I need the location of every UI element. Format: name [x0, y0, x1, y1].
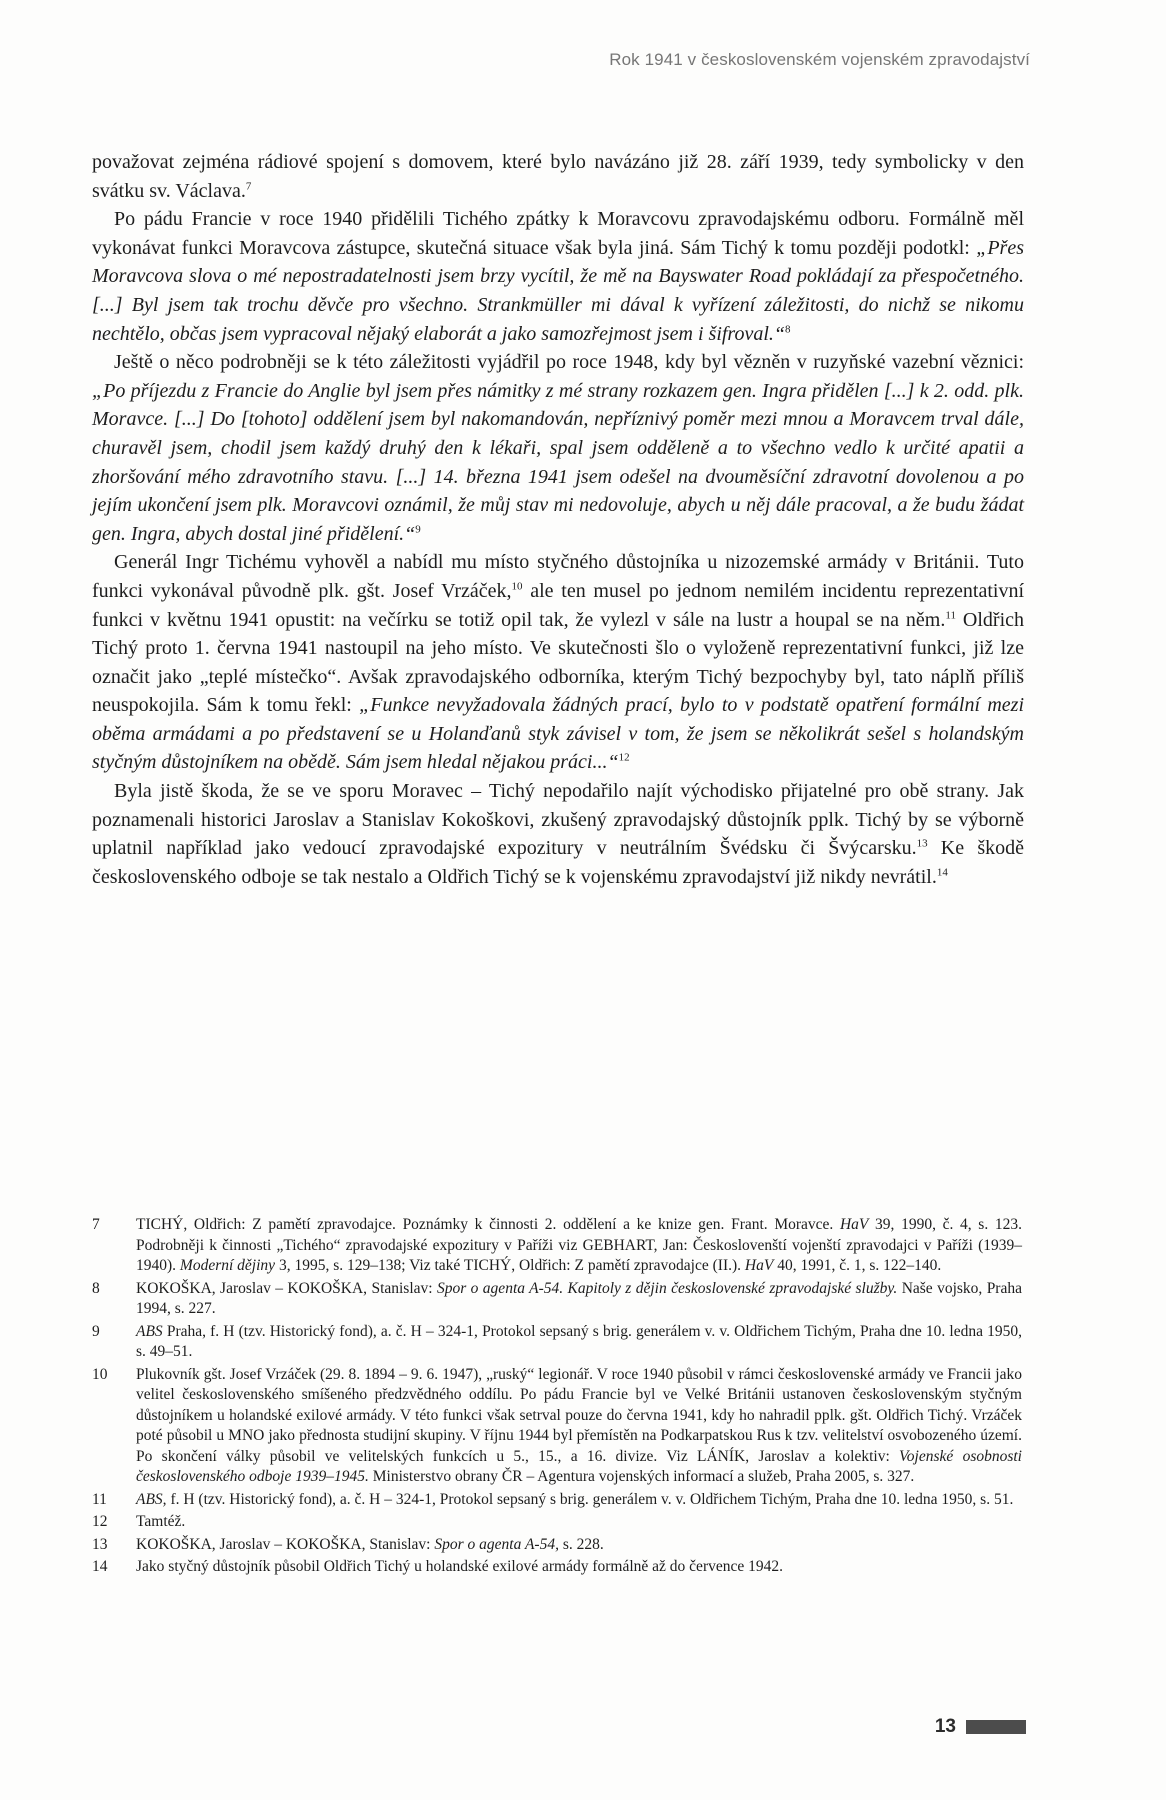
quotation: „Funkce nevyžadovala žádných prací, bylo to v podstatě opatření formální mezi oběma armádami a po představení se u Holanďanů styk závisel v tom, že jsem se několikrát sešel s holandským styčným důstojníkem na obědě. Sám jsem hledal nějakou práci...“ [92, 694, 1024, 774]
text-run: Ke škodě československého odboje se tak nestalo a Oldřich Tichý se k vojenskému zpravodajství již nikdy nevrátil. [92, 837, 1024, 888]
footnote-italic: Spor o agenta A-54, [434, 1535, 559, 1553]
footnote-italic: ABS, [136, 1490, 167, 1508]
footnote-text: KOKOŠKA, Jaroslav – KOKOŠKA, Stanislav: [136, 1535, 435, 1553]
footnote-text: KOKOŠKA, Jaroslav – KOKOŠKA, Stanislav: [136, 1279, 437, 1297]
footnote-ref[interactable]: 10 [511, 580, 523, 593]
footnote-text: Jako styčný důstojník působil Oldřich Tichý u holandské exilové armády formálně až do července 1942. [136, 1558, 783, 1575]
paragraph [92, 348, 1024, 548]
page-number: 13 [934, 1716, 956, 1737]
footnote-ref[interactable]: 8 [785, 322, 791, 335]
footnote-number: 11 [92, 1490, 107, 1508]
footnote-number: 13 [92, 1535, 108, 1553]
footnote [92, 1322, 1022, 1363]
footnote-ref[interactable]: 14 [936, 866, 948, 879]
text-run: Po pádu Francie v roce 1940 přidělili Tichého zpátky k Moravcovu zpravodajskému odboru. Formálně měl vykonávat funkci Moravcova zástupce, skutečná situace však byla jiná. Sám Tichý k tomu později podotkl: [92, 208, 1024, 259]
text-run: Ještě o něco podrobněji se k této záležitosti vyjádřil po roce 1948, kdy byl vězněn v ruzyňské vazební věznici: [114, 351, 1024, 374]
footnote-text: 39, 1990, č. 4, s. 123. Podrobněji k činnosti „Tichého“ zpravodajské expozitury v Paříži viz GEBHART, Jan: Českoslovenští vojenští zpravodajci v Paříži (1939–1940). [136, 1216, 1022, 1274]
footnote-text: Praha, f. H (tzv. Historický fond), a. č. H – 324-1, Protokol sepsaný s brig. generálem v. v. Oldřichem Tichým, Praha dne 10. ledna 1950, s. 49–51. [136, 1322, 1022, 1360]
footnote-text: 3, 1995, s. 129–138; Viz také TICHÝ, Oldřich: Z pamětí zpravodajce (II.). [275, 1257, 745, 1274]
footnote-ref[interactable]: 13 [916, 837, 928, 850]
text-run: považovat zejména rádiové spojení s domovem, které bylo navázáno již 28. září 1939, tedy symbolicky v den svátku sv. Václava. [92, 151, 1024, 202]
footnote-number: 7 [92, 1216, 100, 1233]
footnote-number: 8 [92, 1279, 100, 1297]
footnote [92, 1279, 1022, 1320]
footnote-italic: HaV [839, 1216, 869, 1233]
footnote [92, 1512, 1022, 1533]
footnote-ref[interactable]: 11 [945, 608, 956, 621]
paragraph [92, 548, 1024, 777]
footnote [92, 1365, 1022, 1488]
footnote-italic: HaV [744, 1257, 774, 1274]
text-run: Byla jistě škoda, že se ve sporu Moravec – Tichý nepodařilo najít východisko přijatelné pro obě strany. Jak poznamenali historici Jaroslav a Stanislav Kokoškovi, zkušený zpravodajský důstojník pplk. Tichý by se výborně uplatnil například jako vedoucí zpravodajské expozitury v neutrálním Švédsku či Švýcarsku. [92, 780, 1024, 860]
footnote-ref[interactable]: 9 [415, 523, 421, 536]
footnote [92, 1557, 1022, 1578]
footnote-text: 40, 1991, č. 1, s. 122–140. [773, 1257, 942, 1274]
footnote-italic: Vojenské osobnosti československého odboje 1939–1945. [136, 1447, 1022, 1485]
footnote-text: f. H (tzv. Historický fond), a. č. H – 324-1, Protokol sepsaný s brig. generálem v. v. Oldřichem Tichým, Praha dne 10. ledna 1950, s. 51. [166, 1490, 1014, 1508]
text-run: Oldřich Tichý proto 1. června 1941 nastoupil na jeho místo. Ve skutečnosti šlo o vyloženě reprezentativní funkci, již lze označit jako „teplé místečko“. Avšak zpravodajského odborníka, kterým Tichý bezpochyby byl, tato náplň příliš neuspokojila. Sám k tomu řekl: [92, 608, 1025, 717]
footnote-italic: Spor o agenta A-54. Kapitoly z dějin československé zpravodajské služby. [436, 1279, 898, 1297]
footnote [92, 1490, 1022, 1511]
text-run: Generál Ingr Tichému vyhověl a nabídl mu místo styčného důstojníka u nizozemské armády v Británii. Tuto funkci vykonával původně plk. gšt. Josef Vrzáček, [92, 551, 1024, 602]
footnote [92, 1215, 1022, 1277]
paragraph [92, 205, 1024, 348]
footnote-ref[interactable]: 12 [618, 751, 630, 764]
footnote-text: Plukovník gšt. Josef Vrzáček (29. 8. 1894 – 9. 6. 1947), „ruský“ legionář. V roce 1940 působil v rámci československé armády ve Francii jako velitel československého smíšeného předzvědného oddílu. Po pádu Francie byl ve Velké Británii ustanoven československým styčným důstojníkem u holandské exilové armády. V této funkci však setrval pouze do června 1941, kdy ho nahradil pplk. gšt. Oldřich Tichý. Vrzáček poté působil u MNO jako přednosta studijní skupiny. V říjnu 1944 byl přemístěn na Podkarpatskou Rus k tzv. velitelství osvobozeného území. Po skončení války působil ve velitelských funkcích u 5., 15., a 16. divize. Viz LÁNÍK, Jaroslav a kolektiv: [136, 1365, 1022, 1465]
footnote-ref[interactable]: 7 [245, 179, 252, 192]
footnote-number: 14 [92, 1558, 108, 1575]
footnote-text: s. 228. [558, 1535, 604, 1553]
text-run: ale ten musel po jednom nemilém incidentu reprezentativní funkci v květnu 1941 opustit: na večírku se totiž opil tak, že vylezl v sále na lustr a houpal se na něm. [92, 579, 1024, 631]
footnote-number: 10 [92, 1365, 108, 1383]
footnote-text: Ministerstvo obrany ČR – Agentura vojenských informací a služeb, Praha 2005, s. 327. [368, 1468, 915, 1485]
footnote-text: TICHÝ, Oldřich: Z pamětí zpravodajce. Poznámky k činnosti 2. oddělení a ke knize gen. Frant. Moravce. [136, 1216, 840, 1233]
main-text [92, 148, 1024, 891]
page-number-bar [966, 1720, 1026, 1734]
footnote-italic: ABS [136, 1322, 163, 1340]
footnote-number: 12 [92, 1513, 108, 1530]
running-head: Rok 1941 v československém vojenském zpravodajství [609, 50, 1030, 69]
paragraph [92, 148, 1024, 205]
footnote-italic: Moderní dějiny [179, 1257, 276, 1274]
footnote-number: 9 [92, 1322, 100, 1340]
footnote [92, 1535, 1022, 1556]
quotation: „Po příjezdu z Francie do Anglie byl jsem přes námitky z mé strany rozkazem gen. Ingra přidělen [...] k 2. odd. plk. Moravce. [...] Do [tohoto] oddělení jsem byl nakomandován, nepříznivý poměr mezi mnou a Moravcem trval dále, churavěl jsem, chodil jsem každý druhý den k lékaři, spal jsem odděleně a to všechno vedlo k určité apatii a zhoršování mého zdravotního stavu. [...] 14. března 1941 jsem odešel na dvouměsíční zdravotní dovolenou a po jejím ukončení jsem plk. Moravcovi oznámil, že můj stav mi nedovoluje, abych u něj dále pracoval, a že budu žádat gen. Ingra, abych dostal jiné přidělení.“ [92, 379, 1024, 545]
paragraph [92, 777, 1024, 891]
quotation: „Přes Moravcova slova o mé nepostradatelnosti jsem brzy vycítil, že mě na Bayswater Road pokládají za přespočetného. [...] Byl jsem tak trochu děvče pro všechno. Strankmüller mi dával k vyřízení záležitosti, do nichž se nikomu nechtělo, občas jsem vypracoval nějaký elaborát a jako samozřejmost jsem i šifroval.“ [92, 236, 1024, 345]
footnote-text: Naše vojsko, Praha 1994, s. 227. [136, 1279, 1022, 1317]
footnotes [92, 1215, 1022, 1580]
footnote-text: Tamtéž. [136, 1513, 186, 1530]
